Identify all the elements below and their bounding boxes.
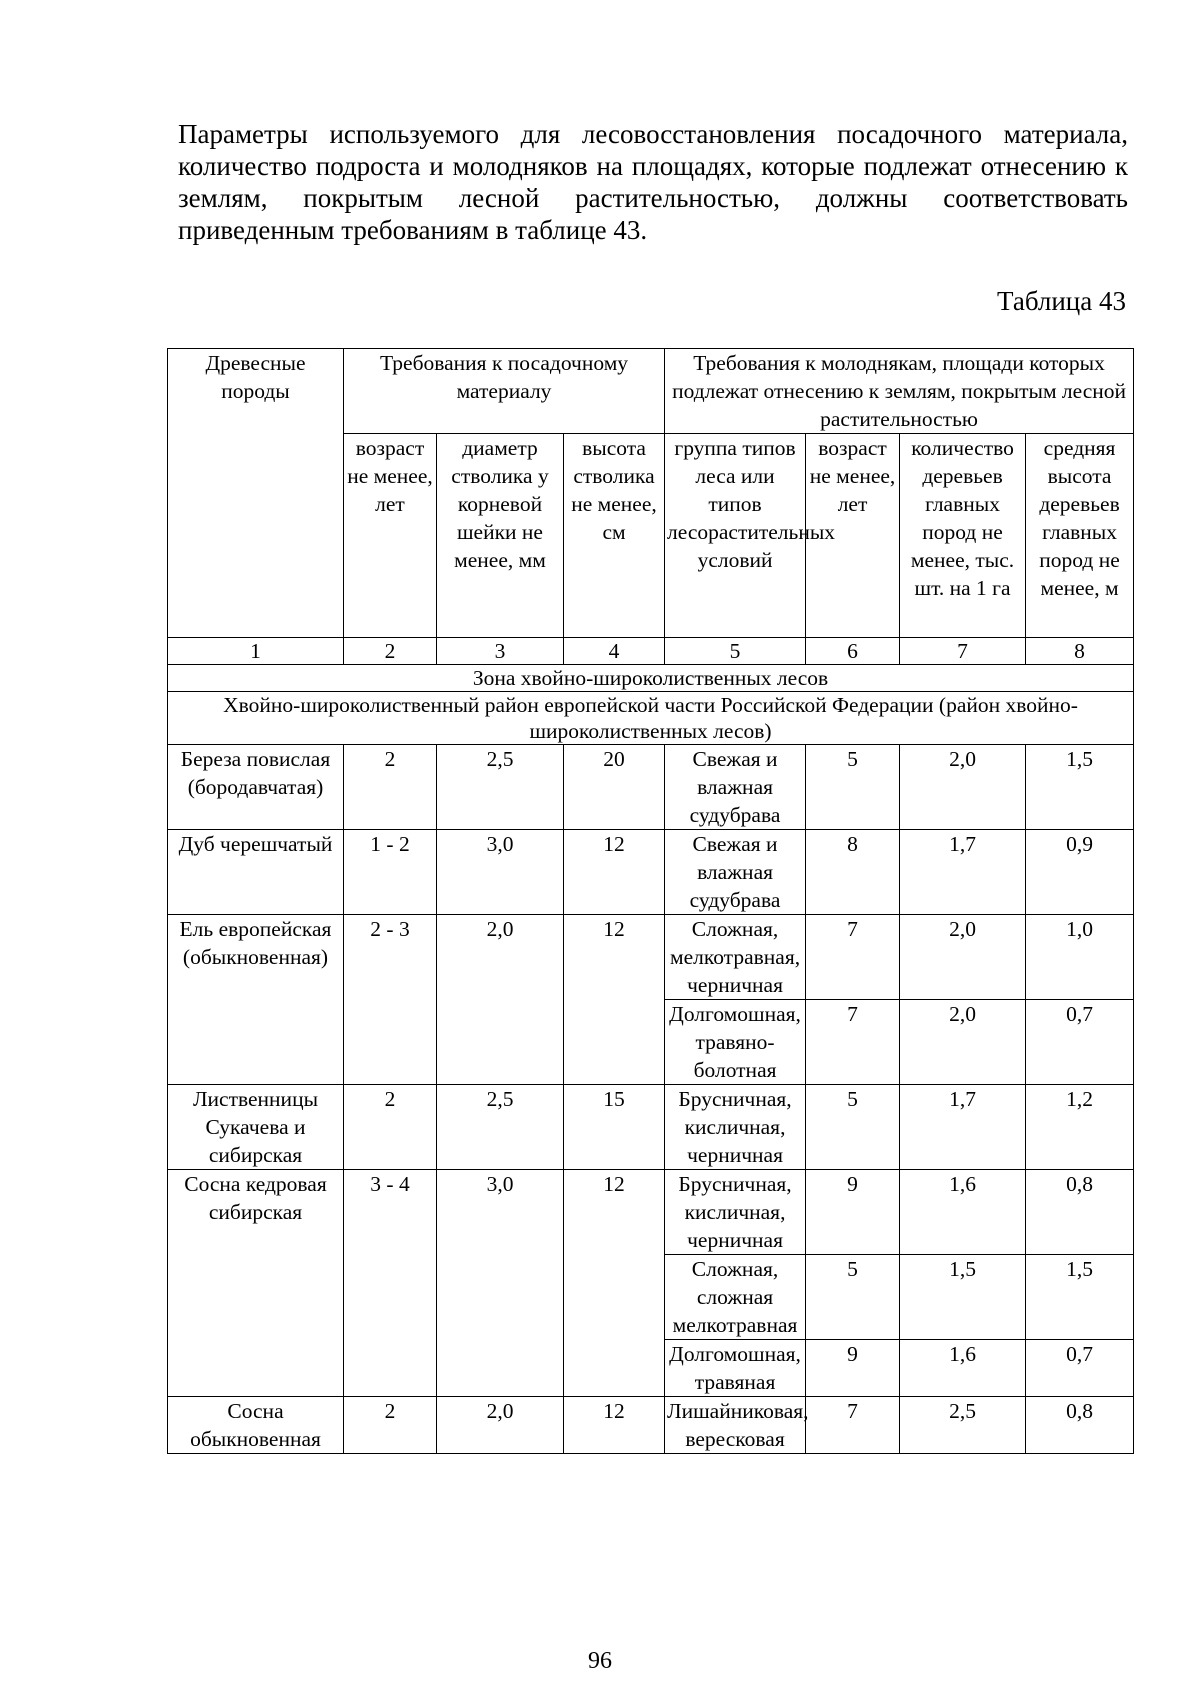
cell-average-height: 0,8 (1026, 1397, 1134, 1454)
cell-tree-count: 1,6 (900, 1170, 1026, 1255)
cell-height: 12 (564, 1397, 665, 1454)
cell-tree-count: 2,5 (900, 1397, 1026, 1454)
cell-young-age: 9 (806, 1170, 900, 1255)
cell-young-age: 5 (806, 1085, 900, 1170)
cell-species: Ель европейская (обыкновенная) (168, 915, 344, 1085)
column-number: 3 (437, 638, 564, 665)
cell-average-height: 1,5 (1026, 1255, 1134, 1340)
cell-average-height: 0,7 (1026, 1340, 1134, 1397)
zone-title: Зона хвойно-широколиственных лесов (168, 665, 1134, 692)
cell-average-height: 1,5 (1026, 745, 1134, 830)
cell-diameter: 2,0 (437, 915, 564, 1085)
cell-average-height: 0,7 (1026, 1000, 1134, 1085)
header-col-6: возраст не менее, лет (806, 434, 900, 638)
cell-diameter: 2,5 (437, 1085, 564, 1170)
header-young-stands: Требования к молоднякам, площади которых подлежат отнесению к землям, покрытым лесной растительностью (665, 349, 1134, 434)
column-number: 1 (168, 638, 344, 665)
cell-forest-type-group: Свежая и влажная судубрава (665, 745, 806, 830)
table-row (168, 1085, 1134, 1170)
header-col-7: количество деревьев главных пород не менее, тыс. шт. на 1 га (900, 434, 1026, 638)
header-col-4: высота стволика не менее, см (564, 434, 665, 638)
header-col-3: диаметр стволика у корневой шейки не менее, мм (437, 434, 564, 638)
cell-average-height: 0,9 (1026, 830, 1134, 915)
cell-height: 15 (564, 1085, 665, 1170)
cell-average-height: 1,2 (1026, 1085, 1134, 1170)
cell-height: 12 (564, 830, 665, 915)
cell-young-age: 5 (806, 1255, 900, 1340)
cell-planting-age: 2 (344, 745, 437, 830)
header-col-5: группа типов леса или типов лесорастительных условий (665, 434, 806, 638)
cell-height: 12 (564, 1170, 665, 1397)
intro-paragraph: Параметры используемого для лесовосстановления посадочного материала, количество подроста и молодняков на площадях, которые подлежат отнесению к землям, покрытым лесной растительностью, должны соответствовать приведенным требованиям в таблице 43. (178, 119, 1128, 245)
cell-species: Сосна кедровая сибирская (168, 1170, 344, 1397)
cell-young-age: 7 (806, 1397, 900, 1454)
cell-species: Береза повислая (бородавчатая) (168, 745, 344, 830)
cell-young-age: 5 (806, 745, 900, 830)
cell-diameter: 3,0 (437, 1170, 564, 1397)
column-number: 6 (806, 638, 900, 665)
cell-tree-count: 1,5 (900, 1255, 1026, 1340)
cell-young-age: 7 (806, 1000, 900, 1085)
column-number: 2 (344, 638, 437, 665)
table-row (168, 830, 1134, 915)
cell-height: 20 (564, 745, 665, 830)
cell-species: Дуб черешчатый (168, 830, 344, 915)
page-number: 96 (588, 1648, 612, 1674)
cell-tree-count: 2,0 (900, 745, 1026, 830)
cell-height: 12 (564, 915, 665, 1085)
cell-forest-type-group: Долгомошная, травяная (665, 1340, 806, 1397)
cell-planting-age: 3 - 4 (344, 1170, 437, 1397)
cell-planting-age: 2 (344, 1397, 437, 1454)
header-planting-material: Требования к посадочному материалу (344, 349, 665, 434)
cell-tree-count: 2,0 (900, 915, 1026, 1000)
cell-forest-type-group: Брусничная, кисличная, черничная (665, 1085, 806, 1170)
header-col-8: средняя высота деревьев главных пород не менее, м (1026, 434, 1134, 638)
header-col-2: возраст не менее, лет (344, 434, 437, 638)
region-title: Хвойно-широколиственный район европейской части Российской Федерации (район хвойно-широколиственных лесов) (168, 692, 1134, 745)
cell-diameter: 2,0 (437, 1397, 564, 1454)
cell-species: Сосна обыкновенная (168, 1397, 344, 1454)
cell-average-height: 0,8 (1026, 1170, 1134, 1255)
column-number: 7 (900, 638, 1026, 665)
cell-forest-type-group: Долгомошная, травяно-болотная (665, 1000, 806, 1085)
cell-forest-type-group: Свежая и влажная судубрава (665, 830, 806, 915)
cell-forest-type-group: Брусничная, кисличная, черничная (665, 1170, 806, 1255)
cell-young-age: 9 (806, 1340, 900, 1397)
cell-average-height: 1,0 (1026, 915, 1134, 1000)
column-number: 5 (665, 638, 806, 665)
cell-young-age: 8 (806, 830, 900, 915)
table-row (168, 745, 1134, 830)
cell-young-age: 7 (806, 915, 900, 1000)
cell-diameter: 2,5 (437, 745, 564, 830)
cell-diameter: 3,0 (437, 830, 564, 915)
cell-forest-type-group: Сложная, мелкотравная, черничная (665, 915, 806, 1000)
table-row (168, 1397, 1134, 1454)
cell-forest-type-group: Сложная, сложная мелкотравная (665, 1255, 806, 1340)
cell-tree-count: 1,7 (900, 830, 1026, 915)
cell-planting-age: 2 (344, 1085, 437, 1170)
cell-species: Лиственницы Сукачева и сибирская (168, 1085, 344, 1170)
column-number: 4 (564, 638, 665, 665)
table-row (168, 1170, 1134, 1255)
cell-forest-type-group: Лишайниковая, вересковая (665, 1397, 806, 1454)
cell-tree-count: 2,0 (900, 1000, 1026, 1085)
table-caption: Таблица 43 (997, 286, 1126, 316)
requirements-table (167, 348, 1134, 1454)
header-species: Древесные породы (168, 349, 344, 638)
cell-tree-count: 1,7 (900, 1085, 1026, 1170)
table-row (168, 915, 1134, 1000)
cell-planting-age: 1 - 2 (344, 830, 437, 915)
column-number: 8 (1026, 638, 1134, 665)
cell-tree-count: 1,6 (900, 1340, 1026, 1397)
cell-planting-age: 2 - 3 (344, 915, 437, 1085)
